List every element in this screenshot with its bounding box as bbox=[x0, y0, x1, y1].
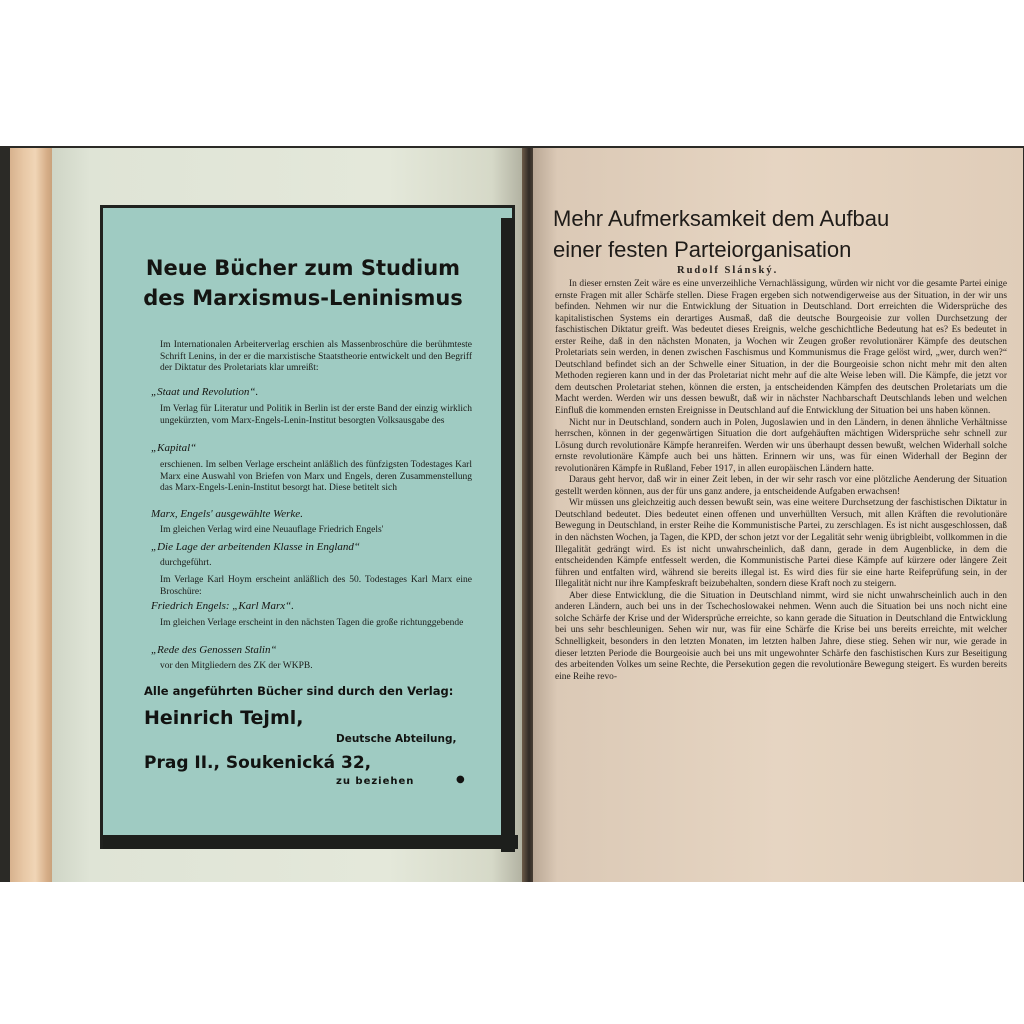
publisher-address: Prag II., Soukenická 32, bbox=[144, 753, 372, 773]
book-title-staat-und-revolution: „Staat und Revolution“. bbox=[151, 386, 259, 398]
book-title-ausgewaehlte-werke: Marx, Engels' ausgewählte Werke. bbox=[151, 508, 303, 520]
article-title-line1: Mehr Aufmerksamkeit dem Aufbau bbox=[553, 206, 890, 231]
article-author: Rudolf Slánský. bbox=[677, 265, 779, 276]
ad-paragraph-4: Im gleichen Verlag wird eine Neuauflage Friedrich Engels' bbox=[160, 525, 384, 535]
ad-notice: Alle angeführten Bücher sind durch den Verlag: bbox=[144, 684, 454, 698]
article-paragraph: Nicht nur in Deutschland, sondern auch in Polen, Jugoslawien und in den Ländern, in denen ähnliche Verhältnisse herrschen, können in der gegenwärtigen Situation die dort aufgehäuften mächtigen Widersprüche sehr schnell zur Lösung durch revolutionäre Kämpfe heranreifen. Werden wir uns überhaupt dessen bewußt, welchen Widerhall solche ernste revolutionäre Kämpfe auch bei uns hätten. Erinnern wir uns, was für einen Widerhall der Beginn der revolutionären Kämpfe in Rußland, Feber 1917, in allen europäischen Ländern hatte. bbox=[555, 417, 1007, 474]
advertisement-box bbox=[100, 205, 515, 849]
box-shadow-right bbox=[501, 218, 515, 852]
article-paragraph: Daraus geht hervor, daß wir in einer Zeit leben, in der wir sehr rasch vor eine plötzliche Aenderung der Situation gestellt werden können, aus der für uns ganz andere, ja entscheidende Aufgaben erwachsen! bbox=[555, 475, 1007, 497]
article-body bbox=[555, 279, 1007, 683]
bullet-mark: ● bbox=[456, 774, 465, 785]
ad-paragraph-1: Im Internationalen Arbeiterverlag erschien als Massenbroschüre die berühmteste Schrift Lenins, in der er die marxistische Staatstheorie entwickelt und den Begriff der Diktatur des Proletariats klar umreißt: bbox=[160, 340, 472, 374]
book-title-lage-der-arbeitenden-klasse: „Die Lage der arbeitenden Klasse in England“ bbox=[151, 541, 360, 553]
book-title-kapital: „Kapital“ bbox=[151, 442, 197, 454]
ad-heading-line2: des Marxismus-Leninismus bbox=[143, 286, 463, 310]
ad-paragraph-2: Im Verlag für Literatur und Politik in Berlin ist der erste Band der einzig wirklich ungekürzten, vom Marx-Engels-Lenin-Institut besorgten Volksausgabe des bbox=[160, 404, 472, 426]
book-title-karl-marx: Friedrich Engels: „Karl Marx“. bbox=[151, 600, 294, 612]
book-title-rede-stalin: „Rede des Genossen Stalin“ bbox=[151, 644, 277, 656]
article-paragraph: Aber diese Entwicklung, die die Situation in Deutschland nimmt, wird sie nicht unwahrscheinlich auch in den anderen Ländern, auch bei uns in der Tschechoslowakei nehmen. Wenn auch die Situation bei uns noch nicht eine solche Schärfe der Krise und der Widersprüche erreichte, so kann gerade die Situation in Deutschland die Entwicklung bei uns sehr beschleunigen. Sehen wir nur, was für eine Schärfe die Krise bei uns bereits erreichte, mit welcher Schnelligkeit, besonders in den letzten Monaten, im letzten halben Jahre, diese stieg. Sehen wir nur, wie gerade in dieser letzten Periode die Bourgeoisie auch bei uns mit ungewohnter Schärfe den faschistischen Kurs zur Beseitigung des arbeitenden Volkes um seine Rechte, die Persekution gegen die revolutionäre Bewegung steigert. Es wurden bereits eine Reihe revo- bbox=[555, 590, 1007, 682]
article-paragraph: Wir müssen uns gleichzeitig auch dessen bewußt sein, was eine weitere Durchsetzung der faschistischen Diktatur in Deutschland bedeutet. Dies bedeutet einen offenen und unverhüllten Versuch, mit allen Kräften die revolutionäre Bewegung in Deutschland, in erster Reihe die Kommunistische Partei, zu zerschlagen. Es ist nicht ausgeschlossen, daß in den nächsten Wochen, ja Tagen, die KPD, der schon jetzt vor der Legalität sehr wenig übrigbleibt, vollkommen in die Illegalität gedrängt wird. Es ist nicht unwahrscheinlich, daß dann, gerade in dem Augenblicke, in dem die entscheidenden Kämpfe entfesselt werden, die Kommunistische Partei diese Kämpfe auf kürzere oder längere Zeit führen und entfalten wird, während sie bereits illegal ist. Es wird dies für sie eine harte Reifeprüfung sein, in der Illegalität nicht nur ihre Kampfeskraft beizubehalten, sondern diese Kraft noch zu steigern. bbox=[555, 498, 1007, 590]
publisher-department: Deutsche Abteilung, bbox=[336, 733, 457, 745]
page-edges bbox=[10, 148, 56, 882]
box-shadow-bottom bbox=[103, 835, 518, 849]
ad-heading-line1: Neue Bücher zum Studium bbox=[145, 256, 461, 280]
ad-paragraph-5: durchgeführt. bbox=[160, 558, 212, 568]
ad-paragraph-8: vor den Mitgliedern des ZK der WKPB. bbox=[160, 661, 313, 671]
article-title bbox=[553, 203, 1023, 265]
article-title-line2: einer festen Parteiorganisation bbox=[553, 237, 852, 262]
ad-paragraph-3: erschienen. Im selben Verlage erscheint anläßlich des fünfzigsten Todestages Karl Marx eine Auswahl von Briefen von Marx und Engels, deren Zusammenstellung das Marx-Engels-Lenin-Institut besorgt hat. Diese betitelt sich bbox=[160, 460, 472, 494]
publisher-name: Heinrich Tejml, bbox=[144, 707, 304, 729]
obtain-note: zu beziehen bbox=[336, 776, 415, 787]
ad-paragraph-7: Im gleichen Verlage erscheint in den nächsten Tagen die große richtunggebende bbox=[160, 618, 464, 628]
article-paragraph: In dieser ernsten Zeit wäre es eine unverzeihliche Vernachlässigung, würden wir nicht vor die gesamte Partei einige ernste Fragen mit aller Schärfe stellen. Diese Fragen ergeben sich notwendigerweise aus der Situation, in der wir uns befinden. Nehmen wir nur die Entwicklung der Situation in Deutschland. Dort erreichten die Widersprüche des kapitalistischen Systems ein derartiges Ausmaß, daß die deutsche Bourgeoisie zur vollen Durchsetzung der faschistischen Diktatur greift. Was bedeutet dieses Ereignis, welche geschichtliche Bedeutung hat es? Es bedeutet in erster Reihe, daß in den nächsten Monaten, ja Wochen wir Zeugen großer revolutionärer Kämpfe des deutschen Proletariats sein werden, in denen zwischen Faschismus und Kommunismus die Frage gelöst wird, „wer, durch wen?“ Deutschland befindet sich an der Schwelle einer Situation, in der die Bourgeoisie schon nicht mehr mit den alten Methoden regieren kann und in der das Proletariat nicht mehr auf die alte Weise leben will. Die Kämpfe, die jetzt vor dem deutschen Proletariat stehen, können die ersten, ja entscheidenden Kämpfen des deutschen Proletariats um die Macht werden. Werden wir uns dessen bewußt, daß wir in nächster Nachbarschaft Deutschlands leben und welchen Einfluß die kommenden ernsten Ereignisse in Deutschland auf die Entwicklung der Situation bei uns haben können. bbox=[555, 279, 1007, 417]
ad-paragraph-6: Im Verlage Karl Hoym erscheint anläßlich des 50. Todestages Karl Marx eine Broschüre: bbox=[160, 575, 472, 597]
